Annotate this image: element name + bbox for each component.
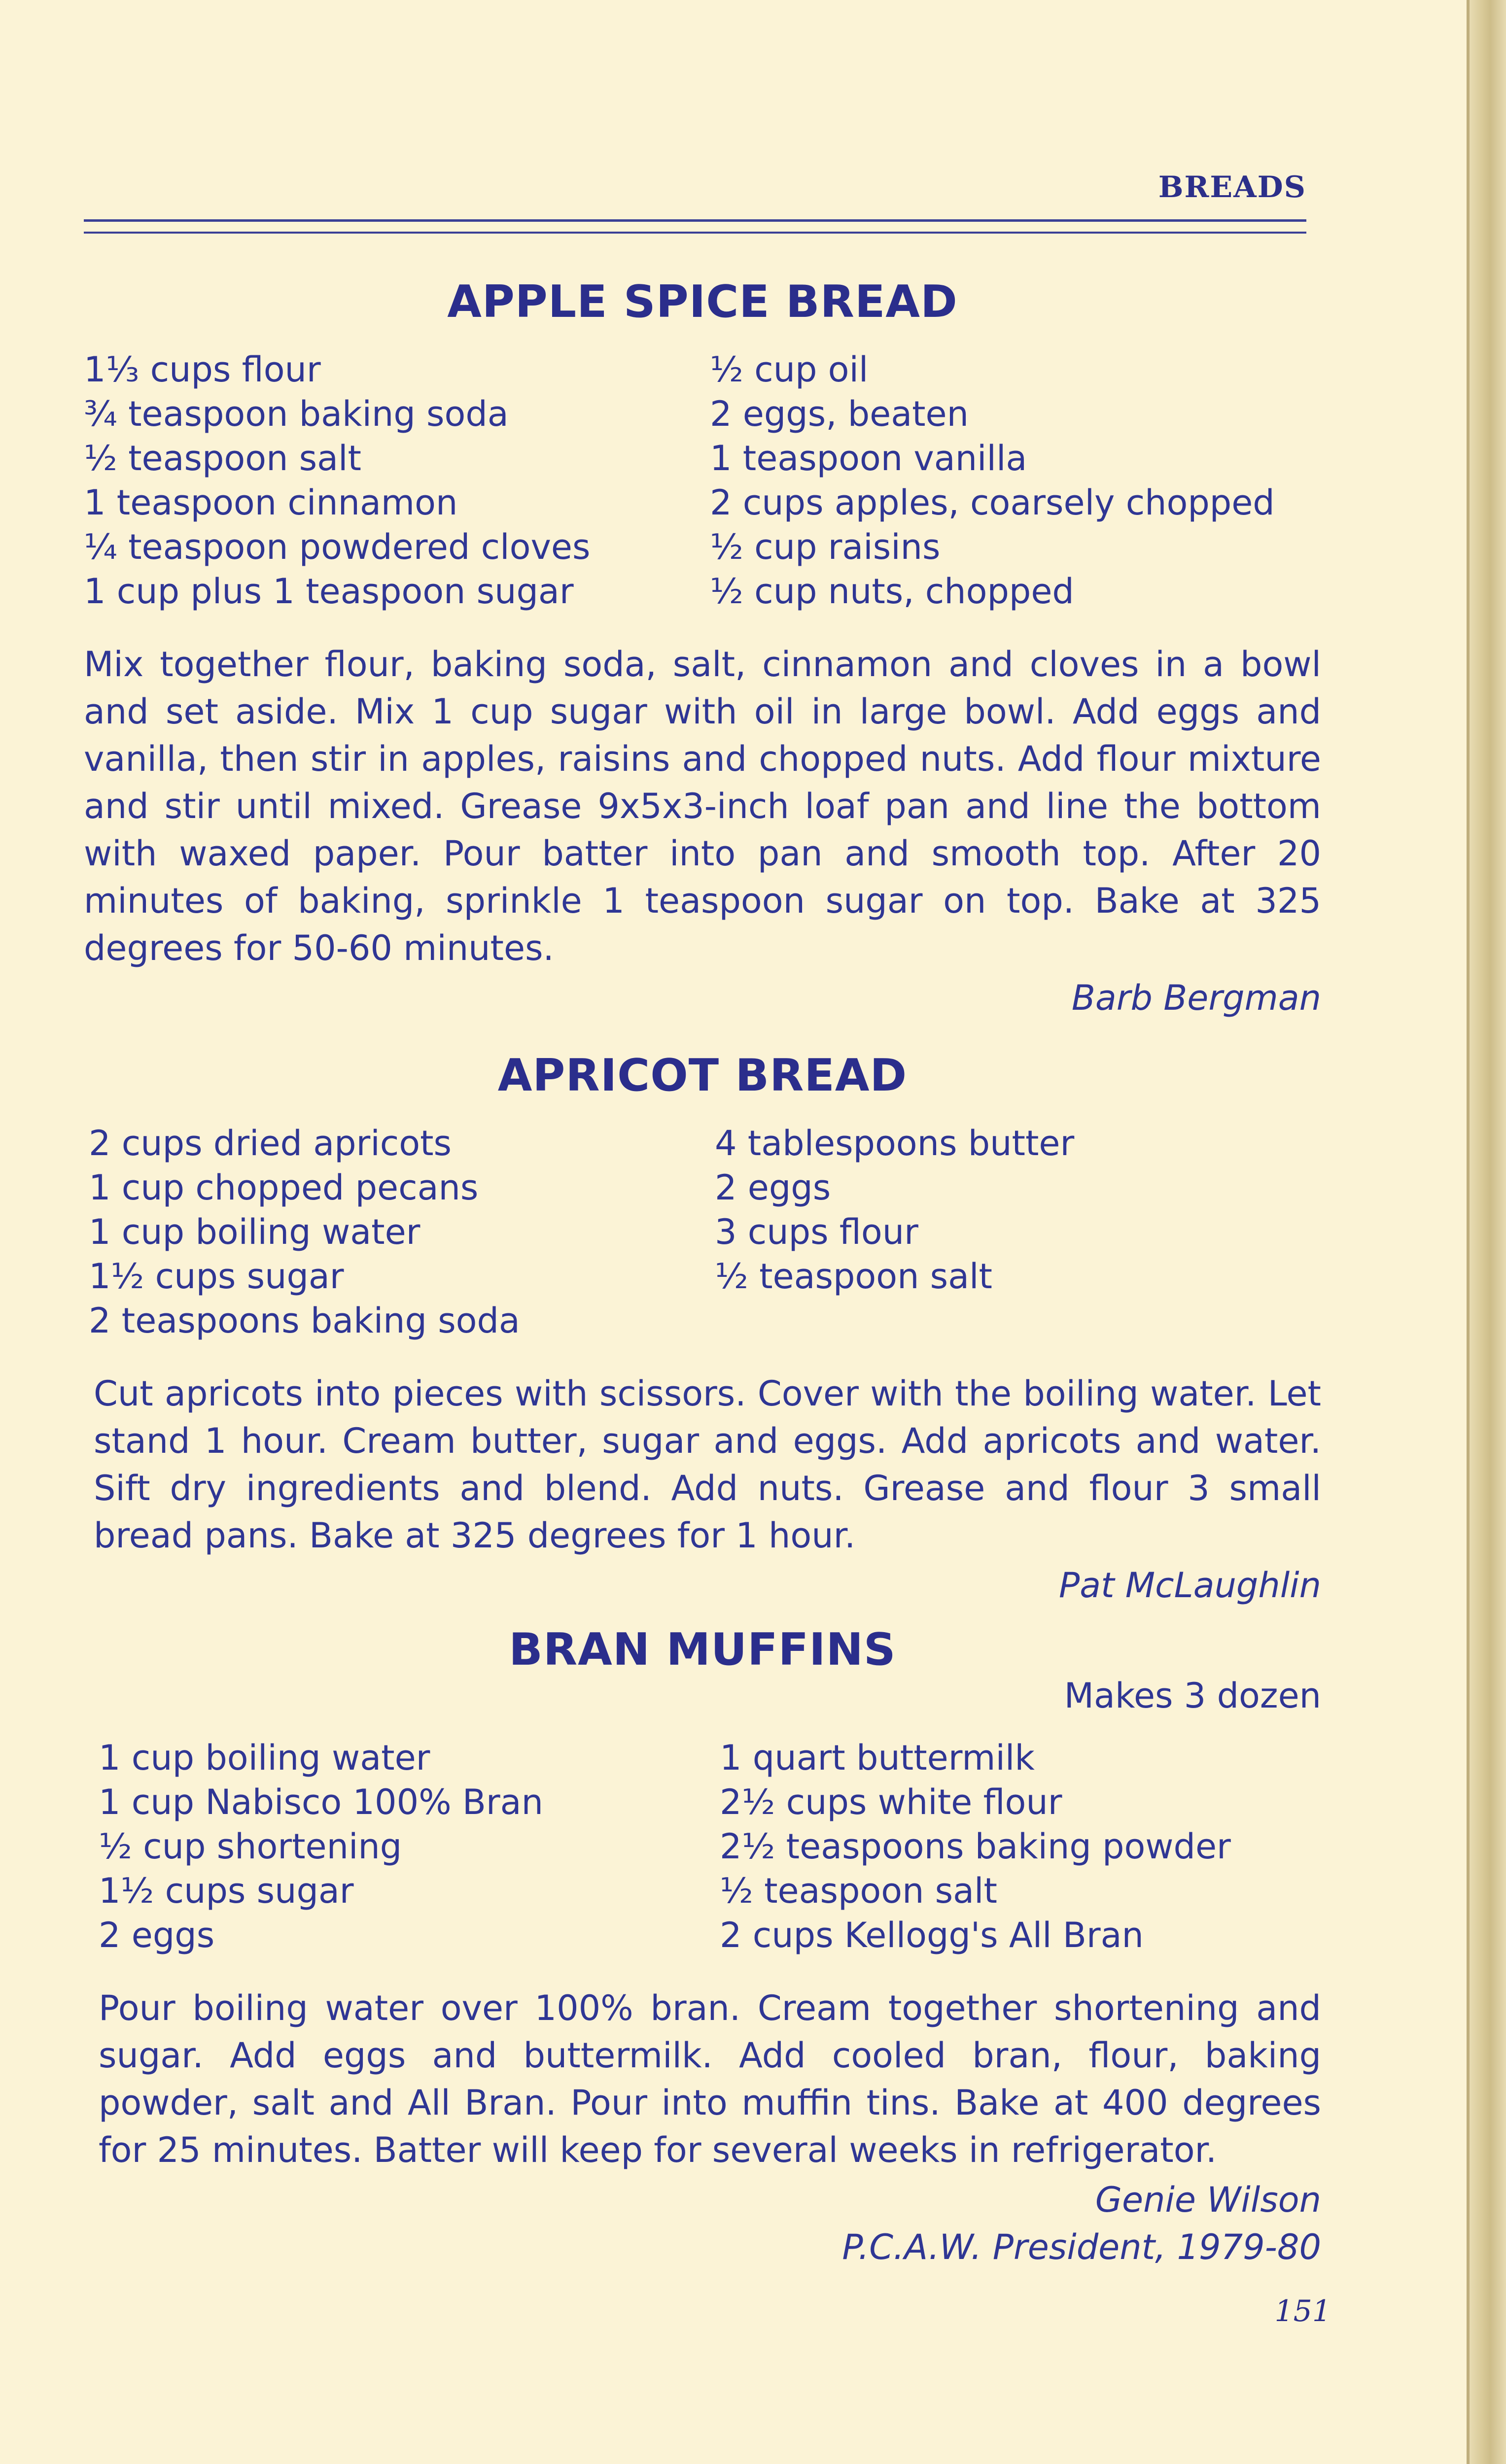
recipe-directions: Cut apricots into pieces with scissors. Cover with the boiling water. Let stand 1 hour. Cream butter, sugar and eggs. Add apricots and water. Sift dry ingredients and blend. Add nuts. Grease and flour 3 small bread pans. Bake at 325 degrees for 1 hour.	[94, 1373, 1321, 1556]
ingredient-item: 2 teaspoons baking soda	[89, 1300, 520, 1341]
ingredient-item: 1⅓ cups flour	[84, 349, 321, 390]
ingredient-item: 1 teaspoon cinnamon	[84, 482, 458, 523]
ingredient-item: ½ teaspoon salt	[715, 1256, 992, 1297]
page-edge	[1467, 0, 1506, 2464]
ingredient-item: 1 cup boiling water	[99, 1738, 430, 1778]
ingredient-item: 1 cup plus 1 teaspoon sugar	[84, 571, 574, 612]
ingredient-item: 1 cup boiling water	[89, 1212, 420, 1252]
ingredient-column-left	[84, 1736, 700, 1957]
ingredient-item: 4 tablespoons butter	[715, 1123, 1075, 1164]
page-number: 151	[1274, 2294, 1331, 2328]
ingredient-list	[84, 1121, 1321, 1343]
ingredient-item: ½ cup raisins	[710, 527, 941, 567]
ingredient-item: 2½ cups white flour	[720, 1782, 1062, 1822]
ingredient-item: ¾ teaspoon baking soda	[84, 394, 509, 434]
ingredient-list	[84, 1736, 1321, 1957]
recipe-author: Genie Wilson	[1095, 2180, 1321, 2220]
recipe-directions: Pour boiling water over 100% bran. Cream together shortening and sugar. Add eggs and buttermilk. Add cooled bran, flour, baking powder, salt and All Bran. Pour into muffin tins. Bake at 400 degrees for 25 minutes. Batter will keep for several weeks in refrigerator.	[99, 1988, 1321, 2170]
ingredient-column-right	[700, 1736, 1321, 1957]
recipe-yield: Makes 3 dozen	[1064, 1676, 1321, 1716]
ingredient-item: 1 cup chopped pecans	[89, 1167, 479, 1208]
ingredient-item: 1 cup Nabisco 100% Bran	[99, 1782, 543, 1822]
ingredient-column-right	[695, 1121, 1321, 1343]
ingredient-item: ¼ teaspoon powdered cloves	[84, 527, 591, 567]
recipe-bran-muffins	[84, 1624, 1321, 2271]
ingredient-item: 1½ cups sugar	[99, 1871, 354, 1911]
ingredient-item: 2 eggs, beaten	[710, 394, 969, 434]
ingredient-item: ½ teaspoon salt	[720, 1871, 997, 1911]
recipe-author-title: P.C.A.W. President, 1979-80	[842, 2227, 1321, 2267]
ingredient-item: 2 eggs	[99, 1915, 215, 1955]
header-rule-secondary	[84, 232, 1306, 234]
header-rule	[84, 219, 1306, 222]
recipe-apricot-bread	[84, 1050, 1321, 1609]
ingredient-item: 1½ cups sugar	[89, 1256, 344, 1297]
ingredient-column-right	[695, 347, 1321, 614]
section-header: BREADS	[1158, 170, 1306, 205]
ingredient-item: ½ teaspoon salt	[84, 438, 361, 479]
ingredient-item: ½ cup nuts, chopped	[710, 571, 1074, 612]
ingredient-item: 1 teaspoon vanilla	[710, 438, 1027, 479]
ingredient-item: 2 cups dried apricots	[89, 1123, 452, 1164]
ingredient-item: 2 cups apples, coarsely chopped	[710, 482, 1275, 523]
recipe-title: BRAN MUFFINS	[509, 1624, 896, 1676]
ingredient-item: 2½ teaspoons baking powder	[720, 1826, 1231, 1867]
ingredient-item: 3 cups flour	[715, 1212, 918, 1252]
recipe-title: APPLE SPICE BREAD	[447, 276, 958, 328]
recipe-author: Pat McLaughlin	[1058, 1565, 1321, 1606]
recipe-author: Barb Bergman	[1071, 978, 1321, 1018]
ingredient-item: ½ cup shortening	[99, 1826, 402, 1867]
ingredient-item: 2 eggs	[715, 1167, 831, 1208]
ingredient-column-left	[84, 347, 695, 614]
ingredient-list	[84, 347, 1321, 614]
recipe-directions: Mix together flour, baking soda, salt, cinnamon and cloves in a bowl and set aside. Mix 1 cup sugar with oil in large bowl. Add eggs and vanilla, then stir in apples, raisins and chopped nuts. Add flour mixture and stir until mixed. Grease 9x5x3-inch loaf pan and line the bottom with waxed paper. Pour batter into pan and smooth top. After 20 minutes of baking, sprinkle 1 teaspoon sugar on top. Bake at 325 degrees for 50-60 minutes.	[84, 644, 1321, 968]
ingredient-item: 1 quart buttermilk	[720, 1738, 1035, 1778]
ingredient-column-left	[84, 1121, 695, 1343]
recipe-apple-spice-bread	[84, 276, 1321, 1022]
recipe-title: APRICOT BREAD	[497, 1050, 908, 1101]
ingredient-item: 2 cups Kellogg's All Bran	[720, 1915, 1144, 1955]
ingredient-item: ½ cup oil	[710, 349, 869, 390]
